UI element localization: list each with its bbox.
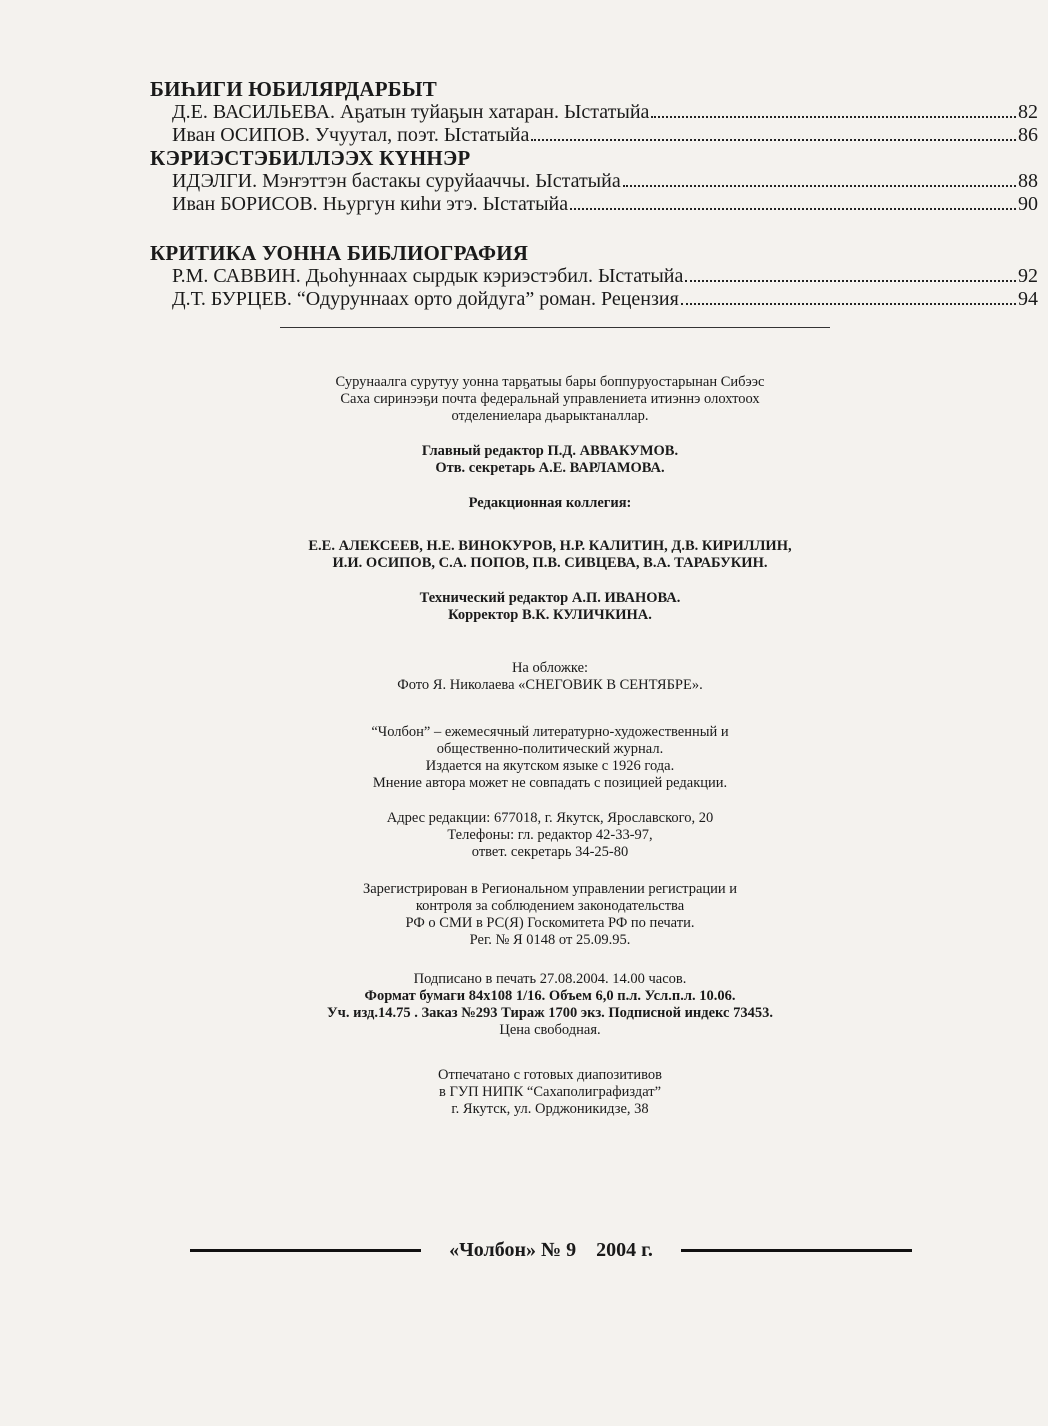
phone-line: Телефоны: гл. редактор 42-33-97, [447, 827, 653, 843]
toc-entry-text: Иван ОСИПОВ. Учуутал, поэт. Ыстатыйа [172, 124, 530, 146]
print-info-line: Подписано в печать 27.08.2004. 14.00 часов. [413, 971, 687, 987]
print-info-line: Уч. изд.14.75 . Заказ №293 Тираж 1700 экз. Подписной индекс 73453. [327, 1005, 773, 1021]
printer-line: Отпечатано с готовых диапозитивов [438, 1067, 662, 1083]
toc-entry-text: Р.М. САВВИН. Дьоһуннаах сырдык кэриэстэбил. Ыстатыйа [172, 265, 684, 287]
registration-line: Зарегистрирован в Региональном управлении регистрации и [362, 881, 738, 897]
toc-entry [172, 193, 1038, 216]
journal-footer [190, 1236, 912, 1264]
corrector: Корректор В.К. КУЛИЧКИНА. [448, 607, 652, 623]
toc-entry [172, 101, 1038, 124]
chief-editor: Главный редактор П.Д. АВВАКУМОВ. [421, 443, 679, 459]
registration-line: Рег. № Я 0148 от 25.09.95. [469, 932, 631, 948]
technical-editor: Технический редактор А.П. ИВАНОВА. [419, 590, 681, 606]
toc-entry-page: 94 [1018, 288, 1038, 310]
toc-entry-text: Иван БОРИСОВ. Ньургун киһи этэ. Ыстатыйа [172, 193, 569, 215]
toc-entry [172, 288, 1038, 311]
board-title-block [250, 495, 850, 512]
registration-line: РФ о СМИ в РС(Я) Госкомитета РФ по печати. [405, 915, 695, 931]
printer-line: в ГУП НИПК “Сахаполиграфиздат” [438, 1084, 662, 1100]
subscription-note [250, 374, 850, 425]
toc-leader-dots [531, 139, 1016, 141]
toc-leader-dots [685, 280, 1016, 282]
toc-entry [172, 170, 1038, 193]
toc-leader-dots [651, 116, 1016, 118]
cover-title: На обложке: [511, 660, 589, 676]
toc-leader-dots [623, 185, 1016, 187]
footer-rule-left [190, 1249, 421, 1252]
toc-entry-page: 90 [1018, 193, 1038, 215]
journal-about [250, 724, 850, 792]
section-divider [280, 327, 830, 328]
toc-section [150, 78, 1038, 147]
about-line: общественно-политический журнал. [436, 741, 664, 757]
printer-info [250, 1067, 850, 1118]
about-line: Издается на якутском языке с 1926 года. [425, 758, 675, 774]
toc-leader-dots [570, 208, 1016, 210]
about-line: “Чолбон” – ежемесячный литературно-художественный и [371, 724, 729, 740]
toc-entry-page: 82 [1018, 101, 1038, 123]
print-info-line: Формат бумаги 84х108 1/16. Объем 6,0 п.л. Усл.п.л. 10.06. [364, 988, 736, 1004]
toc-entry [172, 265, 1038, 288]
footer-rule-right [681, 1249, 912, 1252]
print-info [250, 971, 850, 1039]
toc-section-title: КЭРИЭСТЭБИЛЛЭЭХ КҮННЭР [150, 146, 471, 170]
cover-info [250, 660, 850, 694]
subscription-line: Саха сиринээҕи почта федеральнай управлениета итиэннэ олохтоох [340, 391, 760, 407]
about-line: Мнение автора может не совпадать с позицией редакции. [372, 775, 728, 791]
toc-section [150, 147, 1038, 216]
toc-entry-text: ИДЭЛГИ. Мэҥэттэн бастакы суруйааччы. Ыстатыйа [172, 170, 621, 192]
phone-line: ответ. секретарь 34-25-80 [471, 844, 629, 860]
registration-line: контроля за соблюдением законодательства [415, 898, 685, 914]
footer-issue: «Чолбон» № 9 2004 г. [449, 1238, 653, 1261]
board-members [250, 538, 850, 572]
editors [250, 443, 850, 477]
board-title: Редакционная коллегия: [468, 495, 632, 511]
toc-entry-text: Д.Е. ВАСИЛЬЕВА. Аҕатын туйаҕын хатаран. Ыстатыйа [172, 101, 650, 123]
toc-entry [172, 124, 1038, 147]
toc-entry-page: 88 [1018, 170, 1038, 192]
board-members-line: И.И. ОСИПОВ, С.А. ПОПОВ, П.В. СИВЦЕВА, В.А. ТАРАБУКИН. [332, 555, 768, 571]
toc-entry-text: Д.Т. БУРЦЕВ. “Одуруннаах орто дойдуга” роман. Рецензия [172, 288, 679, 310]
subscription-line: отделениелара дьарыктаналлар. [451, 408, 649, 424]
toc-section-title: БИҺИГИ ЮБИЛЯРДАРБЫТ [150, 77, 437, 101]
subscription-line: Сурунаалга сурутуу уонна тарҕатыы бары боппуруостарынан Сибээс [335, 374, 765, 390]
board-members-line: Е.Е. АЛЕКСЕЕВ, Н.Е. ВИНОКУРОВ, Н.Р. КАЛИТИН, Д.В. КИРИЛЛИН, [308, 538, 792, 554]
imprint-block [250, 374, 850, 1136]
toc-leader-dots [681, 303, 1016, 305]
executive-secretary: Отв. секретарь А.Е. ВАРЛАМОВА. [435, 460, 665, 476]
toc-entry-page: 86 [1018, 124, 1038, 146]
print-info-line: Цена свободная. [499, 1022, 601, 1038]
editorial-address: Адрес редакции: 677018, г. Якутск, Ярославского, 20 [386, 810, 714, 826]
printer-line: г. Якутск, ул. Орджоникидзе, 38 [451, 1101, 649, 1117]
cover-photo: Фото Я. Николаева «СНЕГОВИК В СЕНТЯБРЕ». [397, 677, 703, 693]
editorial-contacts [250, 810, 850, 861]
tech-staff [250, 590, 850, 624]
registration-info [250, 881, 850, 949]
toc-section-title: КРИТИКА УОННА БИБЛИОГРАФИЯ [150, 241, 529, 265]
toc-entry-page: 92 [1018, 265, 1038, 287]
table-of-contents [150, 78, 1038, 311]
toc-section [150, 242, 1038, 311]
